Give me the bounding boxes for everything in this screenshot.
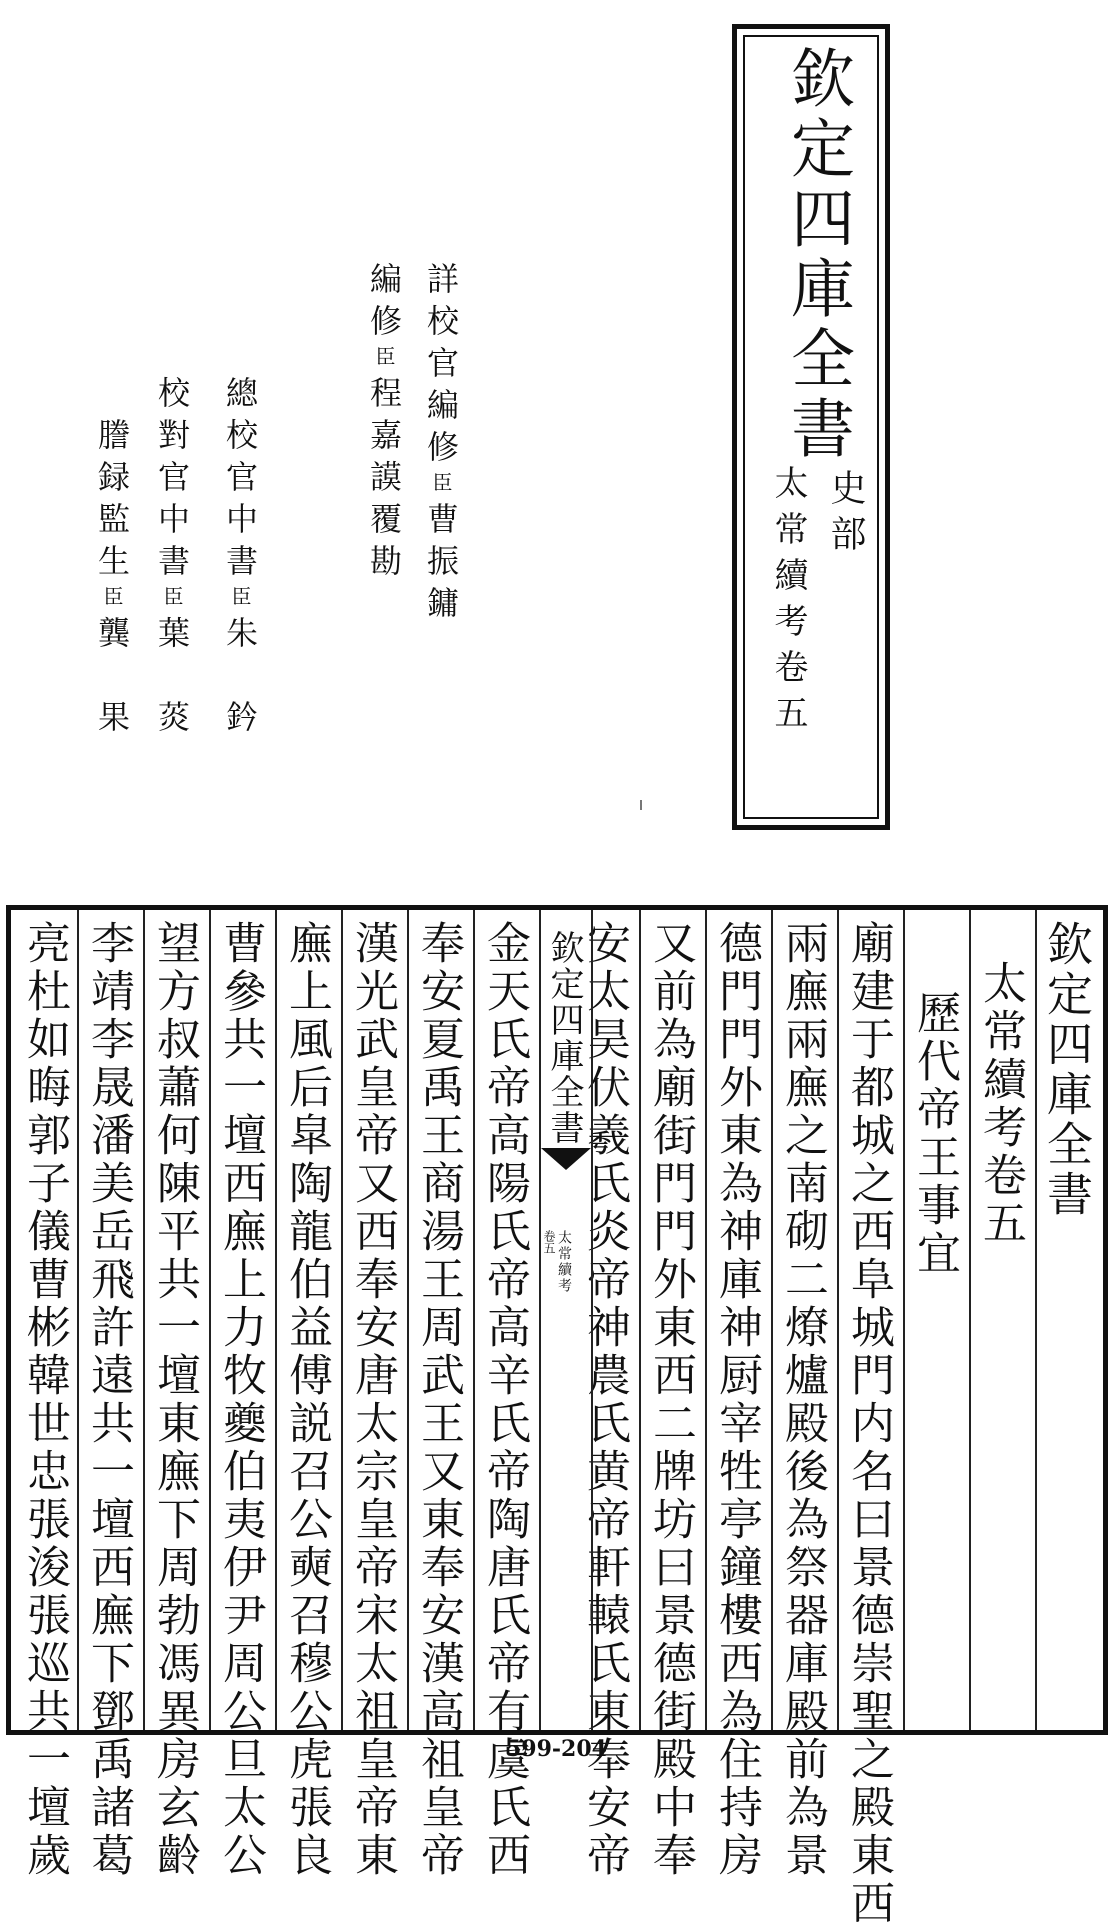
text-column: 漢光武皇帝又西奉安唐太宗皇帝宋太祖皇帝東 xyxy=(347,920,398,1880)
text-column: 又前為廟街門門外東西二牌坊曰景德街殿中奉 xyxy=(645,920,696,1880)
column-rule xyxy=(903,910,905,1730)
credit-5-name: 龔 果 xyxy=(93,616,131,742)
fish-tail-mark xyxy=(541,1148,591,1170)
credit-column-4 xyxy=(153,376,191,742)
credit-1-name: 曹振鏞 xyxy=(422,502,460,628)
column-rule xyxy=(837,910,839,1730)
credit-2-title: 編修 xyxy=(365,262,403,346)
cover-main-title: 欽定四庫全書 xyxy=(780,45,854,465)
fold-book-title: 太常續考 xyxy=(556,1230,572,1294)
credit-4-rank: 臣 xyxy=(160,586,184,616)
column-rule xyxy=(771,910,773,1730)
page-fold-strip xyxy=(539,910,593,1730)
page-volume-title: 太常續考卷五 xyxy=(975,960,1026,1248)
scan-mark xyxy=(640,800,642,810)
credit-3-name: 朱 鈐 xyxy=(221,616,259,742)
credit-5-title: 謄録監生 xyxy=(93,418,131,586)
text-column: 望方叔蕭何陳平共一壇東廡下周勃馮異房玄齡 xyxy=(149,920,200,1880)
column-rule xyxy=(143,910,145,1730)
column-rule xyxy=(969,910,971,1730)
text-column: 奉安夏禹王商湯王周武王又東奉安漢高祖皇帝 xyxy=(413,920,464,1880)
text-column: 廟建于都城之西阜城門内名曰景德崇聖之殿東西 xyxy=(843,920,894,1928)
text-column: 廡上風后皐陶龍伯益傅説召公奭召穆公虎張良 xyxy=(281,920,332,1880)
page-header-title: 欽定四庫全書 xyxy=(1040,920,1094,1220)
credit-4-title: 校對官中書 xyxy=(153,376,191,586)
column-rule xyxy=(639,910,641,1730)
section-title: 歷代帝王事宜 xyxy=(909,990,960,1278)
credit-column-2 xyxy=(365,262,403,586)
credit-3-title: 總校官中書 xyxy=(221,376,259,586)
credit-3-rank: 臣 xyxy=(228,586,252,616)
text-column: 安太昊伏羲氏炎帝神農氏黄帝軒轅氏東奉安帝 xyxy=(579,920,630,1880)
column-rule xyxy=(341,910,343,1730)
text-column: 德門門外東為神庫神厨宰牲亭鐘樓西為住持房 xyxy=(711,920,762,1880)
page-number: 599-204 xyxy=(506,1736,607,1762)
text-column: 曹參共一壇西廡上力牧夔伯夷伊尹周公旦太公 xyxy=(215,920,266,1880)
cover-category: 史部 xyxy=(825,469,866,561)
title-cartouche xyxy=(732,24,890,830)
text-column: 兩廡兩廡之南砌二燎爐殿後為祭器庫殿前為景 xyxy=(777,920,828,1880)
credit-2-rank: 臣 xyxy=(372,346,396,376)
credit-column-5 xyxy=(93,418,131,742)
credit-1-rank: 臣 xyxy=(429,472,453,502)
column-rule xyxy=(209,910,211,1730)
text-column: 亮杜如晦郭子儀曹彬韓世忠張浚張巡共一壇歲 xyxy=(19,920,70,1880)
column-rule xyxy=(1035,910,1037,1730)
column-rule xyxy=(275,910,277,1730)
credit-1-title: 詳校官編修 xyxy=(422,262,460,472)
text-column: 金天氏帝高陽氏帝高辛氏帝陶唐氏帝有虞氏西 xyxy=(479,920,530,1880)
credit-column-1 xyxy=(422,262,460,628)
credit-4-name: 葉 菼 xyxy=(153,616,191,742)
credit-2-name: 程嘉謨覆勘 xyxy=(365,376,403,586)
column-rule xyxy=(77,910,79,1730)
text-column: 李靖李晟潘美岳飛許遠共一壇西廡下鄧禹諸葛 xyxy=(83,920,134,1880)
credit-5-rank: 臣 xyxy=(100,586,124,616)
column-rule xyxy=(407,910,409,1730)
column-rule xyxy=(473,910,475,1730)
cover-volume-title: 太常續考卷五 xyxy=(768,465,808,741)
credit-column-3 xyxy=(221,376,259,742)
fold-volume: 卷五 xyxy=(542,1230,556,1254)
fold-title: 欽定四庫全書 xyxy=(544,930,584,1146)
column-rule xyxy=(705,910,707,1730)
